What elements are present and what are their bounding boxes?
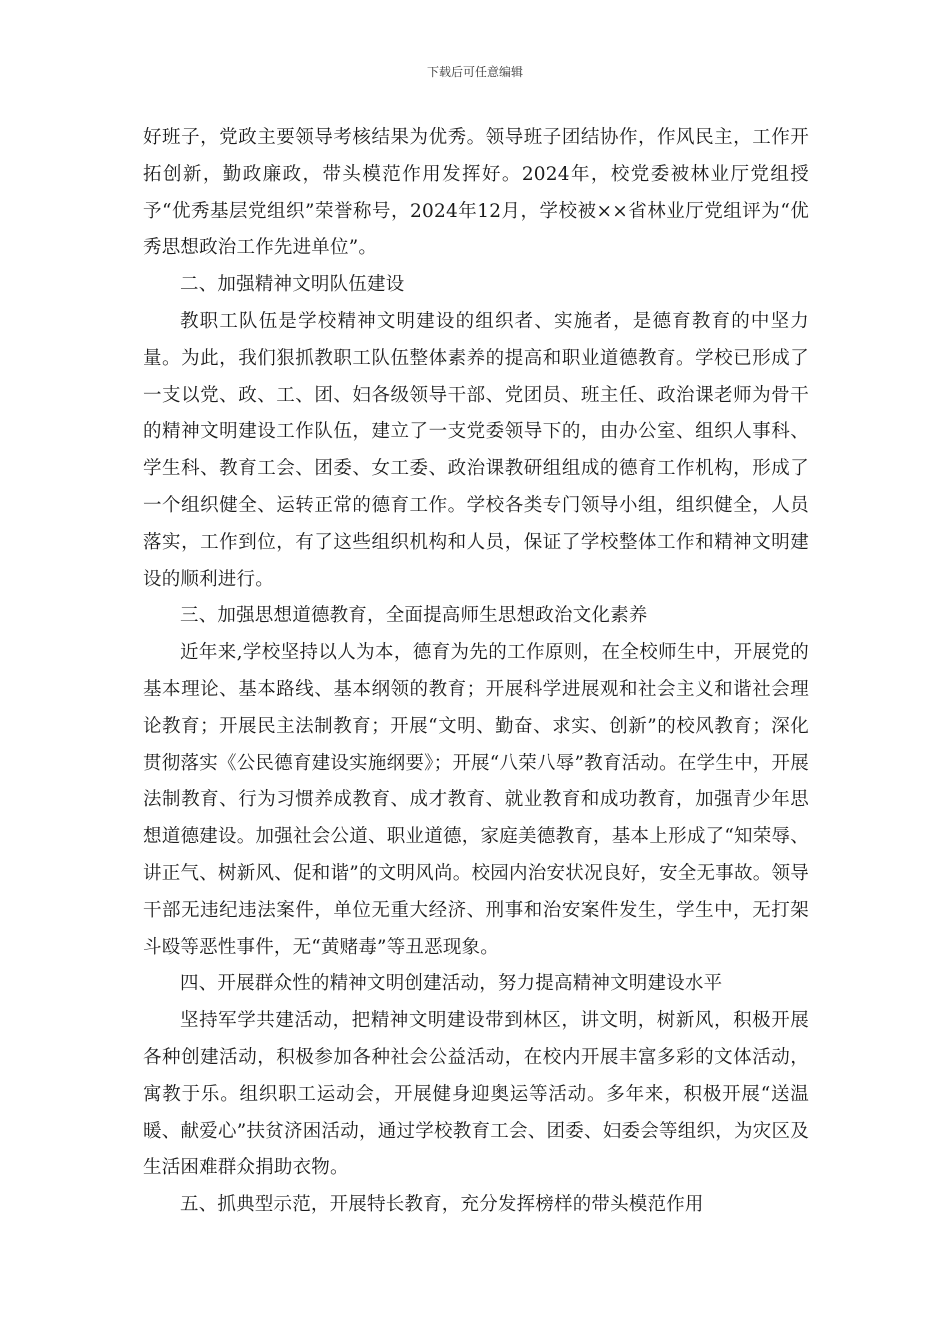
section-heading-5: 五、抓典型示范，开展特长教育，充分发挥榜样的带头模范作用 xyxy=(180,1194,704,1216)
paragraph-staff-team: 教职工队伍是学校精神文明建设的组织者、实施者，是德育教育的中坚力量。为此，我们狠抓教职工队伍整体素养的提高和职业道德教育。学校已形成了一支以党、政、工、团、妇各级领导干部、党团员、班主任、政治课老师为骨干的精神文明建设工作队伍，建立了一支党委领导下的，由办公室、组织人事科、学生科、教育工会、团委、女工委、政治课教研组组成的德育工作机构，形成了一个组织健全、运转正常的德育工作。学校各类专门领导小组，组织健全，人员落实，工作到位，有了这些组织机构和人员，保证了学校整体工作和精神文明建设的顺利进行。 xyxy=(143,310,809,590)
section-heading-4: 四、开展群众性的精神文明创建活动，努力提高精神文明建设水平 xyxy=(180,973,723,995)
document-body xyxy=(143,120,809,1224)
page-header-note: 下载后可任意编辑 xyxy=(426,65,523,79)
paragraph-leadership-honors: 好班子，党政主要领导考核结果为优秀。领导班子团结协作，作风民主，工作开拓创新，勤政廉政，带头模范作用发挥好。2024年，校党委被林业厅党组授予“优秀基层党组织”荣誉称号，2024年12月，学校被××省林业厅党组评为“优秀思想政治工作先进单位”。 xyxy=(143,127,809,259)
section-heading-3: 三、加强思想道德教育，全面提高师生思想政治文化素养 xyxy=(180,605,648,627)
section-heading-2: 二、加强精神文明队伍建设 xyxy=(180,274,405,296)
paragraph-moral-education: 近年来,学校坚持以人为本，德育为先的工作原则，在全校师生中，开展党的基本理论、基本路线、基本纲领的教育；开展科学进展观和社会主义和谐社会理论教育；开展民主法制教育；开展“文明、勤奋、求实、创新”的校风教育；深化贯彻落实《公民德育建设实施纲要》；开展“八荣八辱”教育活动。在学生中，开展法制教育、行为习惯养成教育、成才教育、就业教育和成功教育，加强青少年思想道德建设。加强社会公道、职业道德，家庭美德教育，基本上形成了“知荣辱、讲正气、树新风、促和谐”的文明风尚。校园内治安状况良好，安全无事故。领导干部无违纪违法案件，单位无重大经济、刑事和治安案件发生，学生中，无打架斗殴等恶性事件，无“黄赌毒”等丑恶现象。 xyxy=(143,642,809,958)
paragraph-mass-activities: 坚持军学共建活动，把精神文明建设带到林区，讲文明，树新风，积极开展各种创建活动，积极参加各种社会公益活动，在校内开展丰富多彩的文体活动，寓教于乐。组织职工运动会，开展健身迎奥运等活动。多年来，积极开展“送温暖、献爱心”扶贫济困活动，通过学校教育工会、团委、妇委会等组织，为灾区及生活困难群众捐助衣物。 xyxy=(143,1010,809,1179)
